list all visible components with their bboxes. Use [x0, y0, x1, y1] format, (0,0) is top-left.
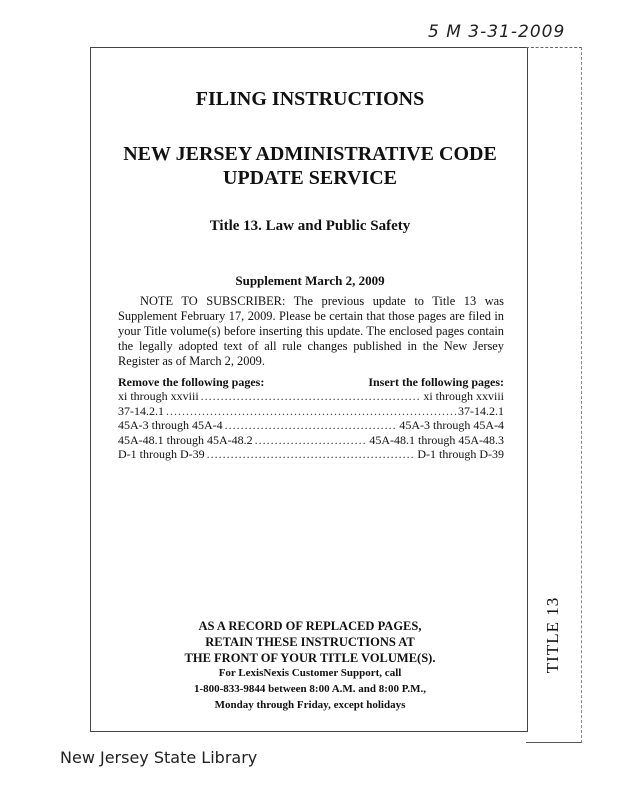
- title-tab: [538, 580, 568, 690]
- title-subject: Title 13. Law and Public Safety: [209, 218, 411, 234]
- note-to-subscriber: NOTE TO SUBSCRIBER: The previous update to Title 13 was Supplement February 17, 2009. Please be certain that those pages are filed in your Title volume(s) before inserting this update. The enclosed pages contain the legally adopted text of all rule changes published in the New Jersey Register as of March 2, 2009.: [118, 294, 504, 368]
- supplement-date: Supplement March 2, 2009: [235, 273, 385, 288]
- leader-dots: [255, 433, 368, 448]
- support-days: Monday through Friday, except holidays: [214, 699, 406, 711]
- remove-header: Remove the following pages:: [118, 375, 265, 389]
- leader-dots: [225, 418, 398, 433]
- insert-pages: 45A-48.1 through 45A-48.3: [369, 432, 504, 447]
- remove-pages: 45A-48.1 through 45A-48.2: [118, 432, 253, 447]
- insert-pages: 37-14.2.1: [458, 403, 504, 418]
- insert-pages: 45A-3 through 45A-4: [399, 418, 504, 432]
- table-row: [118, 433, 504, 448]
- handwritten-annotation: 5 M 3-31-2009: [428, 22, 566, 42]
- insert-pages: xi through xxviii: [423, 389, 504, 403]
- code-title-line2: UPDATE SERVICE: [223, 167, 397, 189]
- leader-dots: [166, 404, 456, 419]
- page-heading: FILING INSTRUCTIONS: [195, 88, 425, 110]
- record-instructions: [110, 618, 510, 666]
- record-line: THE FRONT OF YOUR TITLE VOLUME(S).: [184, 651, 436, 665]
- page-replacement-table: [118, 375, 504, 462]
- code-title-line1: NEW JERSEY ADMINISTRATIVE CODE: [123, 143, 497, 165]
- record-line: RETAIN THESE INSTRUCTIONS AT: [205, 635, 415, 649]
- remove-pages: 37-14.2.1: [118, 403, 164, 418]
- record-line: AS A RECORD OF REPLACED PAGES,: [198, 619, 422, 633]
- leader-dots: [207, 447, 416, 462]
- insert-header: Insert the following pages:: [368, 375, 504, 389]
- table-row: [118, 447, 504, 462]
- title-tab-label: TITLE 13: [543, 596, 563, 674]
- remove-pages: xi through xxviii: [118, 389, 199, 403]
- table-row: [118, 418, 504, 433]
- table-row: [118, 389, 504, 404]
- leader-dots: [201, 389, 422, 404]
- insert-pages: D-1 through D-39: [417, 447, 504, 461]
- support-line: For LexisNexis Customer Support, call: [218, 667, 402, 679]
- library-watermark: New Jersey State Library: [60, 748, 258, 767]
- table-header: [118, 375, 504, 389]
- remove-pages: 45A-3 through 45A-4: [118, 418, 223, 432]
- customer-support: [110, 665, 510, 713]
- support-phone-hours: 1-800-833-9844 between 8:00 A.M. and 8:00 P.M.,: [193, 683, 427, 695]
- remove-pages: D-1 through D-39: [118, 447, 205, 461]
- table-row: [118, 404, 504, 419]
